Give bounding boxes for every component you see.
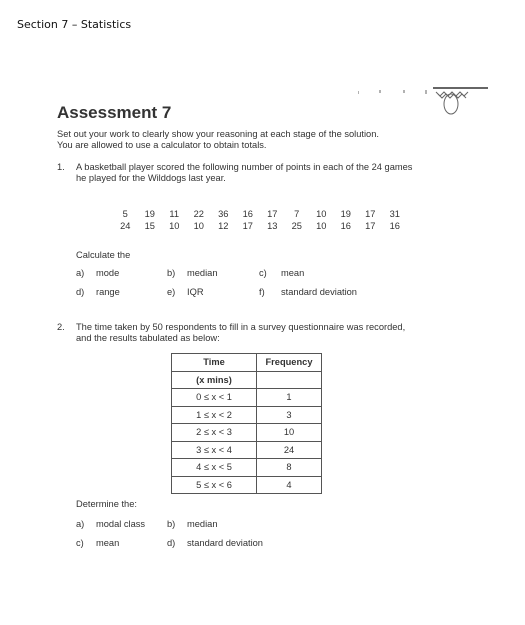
frequency-cell: 4 (257, 476, 322, 494)
score-value: 25 (291, 220, 302, 231)
part-letter: e) (167, 287, 176, 297)
part-label: mean (281, 268, 305, 278)
question-2-line: and the results tabulated as below: (76, 333, 220, 343)
scores-row (113, 221, 407, 233)
part-label: standard deviation (281, 287, 357, 297)
score-value: 11 (169, 209, 180, 219)
intro-line: Set out your work to clearly show your reasoning at each stage of the solution. (57, 129, 379, 139)
score-value: 10 (316, 220, 327, 231)
score-value: 31 (389, 209, 400, 219)
score-value: 17 (365, 220, 376, 231)
header-time: Time (172, 354, 257, 372)
question-2-prompt: Determine the: (76, 499, 137, 509)
empty-cell (257, 371, 322, 389)
part-letter: a) (76, 519, 85, 529)
part-label: mode (96, 268, 120, 278)
time-cell: 1 ≤ x < 2 (172, 406, 257, 424)
frequency-cell: 1 (257, 389, 322, 407)
score-value: 19 (144, 209, 155, 219)
question-1-line: A basketball player scored the following number of points in each of the 24 games (76, 162, 413, 172)
time-cell: 4 ≤ x < 5 (172, 459, 257, 477)
part-label: standard deviation (187, 538, 263, 548)
score-value: 16 (242, 209, 253, 219)
score-value: 22 (193, 209, 204, 219)
score-value: 16 (340, 220, 351, 231)
table-row (172, 441, 322, 459)
part-label: IQR (187, 287, 204, 297)
score-value: 12 (218, 220, 229, 231)
table-row (172, 476, 322, 494)
score-value: 10 (193, 220, 204, 231)
score-value: 5 (122, 209, 128, 219)
part-letter: b) (167, 519, 176, 529)
time-cell: 0 ≤ x < 1 (172, 389, 257, 407)
question-2-number: 2. (57, 322, 65, 332)
intro-text (57, 129, 379, 151)
question-1-line: he played for the Wilddogs last year. (76, 173, 226, 183)
time-cell: 5 ≤ x < 6 (172, 476, 257, 494)
table-header-row (172, 354, 322, 372)
table-row (172, 406, 322, 424)
score-value: 17 (242, 220, 253, 231)
frequency-cell: 8 (257, 459, 322, 477)
intro-line: You are allowed to use a calculator to obtain totals. (57, 140, 267, 150)
part-letter: c) (259, 268, 267, 278)
part-letter: d) (167, 538, 176, 548)
table-row (172, 424, 322, 442)
score-value: 13 (267, 220, 278, 231)
part-letter: a) (76, 268, 85, 278)
score-value: 17 (267, 209, 278, 219)
header-frequency: Frequency (257, 354, 322, 372)
time-cell: 3 ≤ x < 4 (172, 441, 257, 459)
part-label: modal class (96, 519, 146, 529)
question-1-text (76, 162, 412, 184)
part-letter: d) (76, 287, 85, 297)
score-value: 19 (340, 209, 351, 219)
score-value: 15 (144, 220, 155, 231)
basketball-hoop-decoration (358, 82, 498, 118)
table-row (172, 459, 322, 477)
part-label: mean (96, 538, 120, 548)
header-time-unit: (x mins) (172, 371, 257, 389)
score-value: 7 (294, 209, 300, 219)
part-label: median (187, 268, 218, 278)
part-letter: f) (259, 287, 265, 297)
frequency-cell: 10 (257, 424, 322, 442)
part-label: median (187, 519, 218, 529)
score-value: 24 (120, 220, 131, 231)
table-row (172, 389, 322, 407)
page-title: Assessment 7 (57, 103, 172, 122)
table-header-row (172, 371, 322, 389)
score-value: 17 (365, 209, 376, 219)
part-letter: b) (167, 268, 176, 278)
scores-row (113, 209, 407, 221)
score-value: 36 (218, 209, 229, 219)
question-1-number: 1. (57, 162, 65, 172)
score-value: 16 (389, 220, 400, 231)
time-cell: 2 ≤ x < 3 (172, 424, 257, 442)
question-1-prompt: Calculate the (76, 250, 131, 260)
part-label: range (96, 287, 120, 297)
frequency-cell: 3 (257, 406, 322, 424)
frequency-cell: 24 (257, 441, 322, 459)
question-2-line: The time taken by 50 respondents to fill in a survey questionnaire was recorded, (76, 322, 406, 332)
score-value: 10 (169, 220, 180, 231)
frequency-table (171, 353, 322, 494)
part-letter: c) (76, 538, 84, 548)
page-header: Section 7 – Statistics (17, 18, 132, 31)
scores-grid (113, 209, 407, 232)
score-value: 10 (316, 209, 327, 219)
question-2-text (76, 322, 405, 344)
